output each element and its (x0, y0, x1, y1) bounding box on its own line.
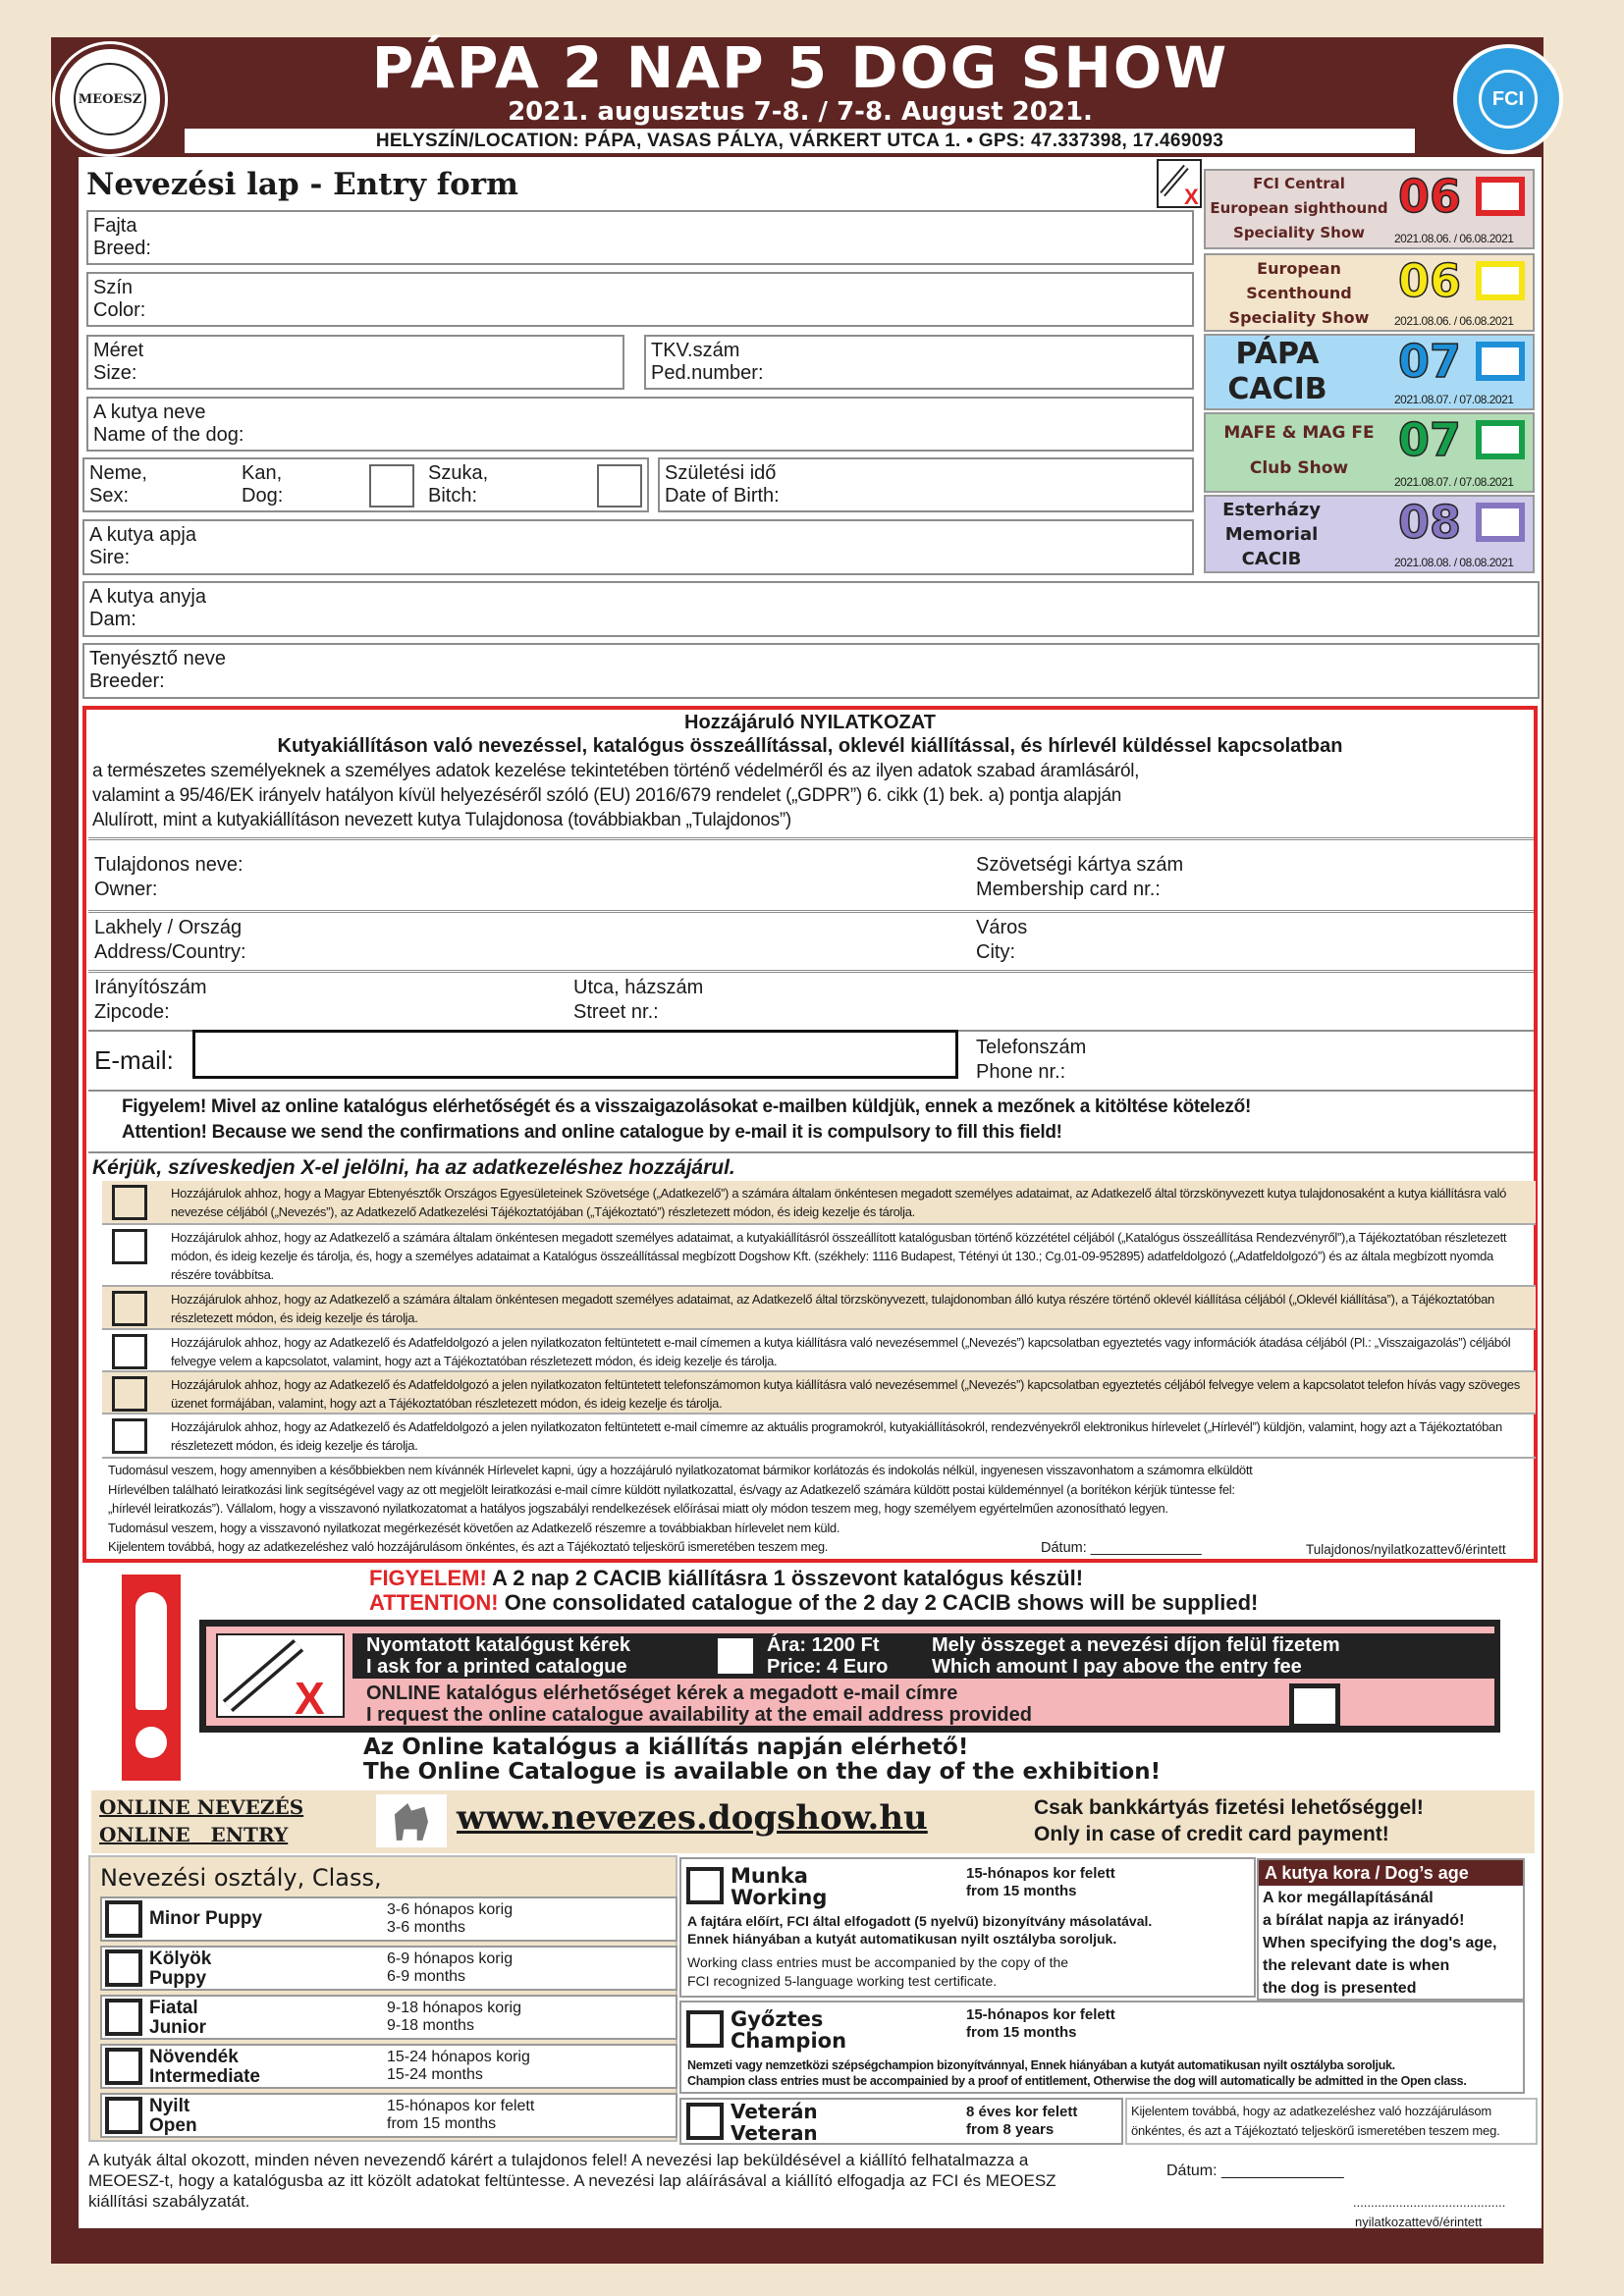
veteran-name-hu: Veterán (731, 2100, 818, 2123)
consent-row (102, 1372, 1536, 1415)
printed-catalogue-label (366, 1634, 630, 1678)
show-dates: 2021. augusztus 7-8. / 7-8. August 2021. (508, 97, 1093, 127)
liability-line: A kutyák által okozott, minden néven nevezendő kárért a tulajdonos felel! A nevezési lap beküldésével a kiállító felhatalmazza a (88, 2151, 1029, 2169)
class-checkbox[interactable] (105, 2097, 142, 2134)
show-name-line: Speciality Show (1228, 308, 1370, 327)
street-label-en: Street nr.: (573, 1001, 659, 1023)
size-field[interactable] (86, 335, 624, 390)
show-title: PÁPA 2 NAP 5 DOG SHOW (371, 34, 1229, 101)
dog-age-line: a bírálat napja az irányadó! (1263, 1912, 1465, 1929)
veteran-age-en: from 8 years (966, 2121, 1055, 2138)
dob-label-hu: Születési idő (665, 462, 777, 484)
champion-note-line: Nemzeti vagy nemzetközi szépségchampion bizonyítvánnyal, Ennek hiányában a kutyát automatikusan nyilt osztályba soroljuk. (687, 2058, 1395, 2072)
breed-field[interactable] (86, 210, 1194, 265)
price-hu: Ára: 1200 Ft (767, 1634, 880, 1656)
show-day-number: 07 (1398, 413, 1462, 466)
veteran-age (966, 2104, 1077, 2139)
show-checkbox[interactable] (1476, 342, 1525, 381)
champion-age (966, 2006, 1115, 2042)
show-name-line: CACIB (1227, 372, 1327, 406)
working-note-en (687, 1953, 1068, 1991)
consent-text: Hozzájárulok ahhoz, hogy az Adatkezelő a számára általam önkéntesen megadott személyes adataimat, az Adatkezelő által törzskönyvezett, tulajdonomban álló kutya részére történő oklevél kiállítása céljából („Oklevél kiállítása”), a Tájékoztatóban részletezett módon, és ideig kezelje és tárolja. (171, 1292, 1494, 1325)
sire-field[interactable] (82, 519, 1194, 575)
membership-label-en: Membership card nr.: (976, 879, 1161, 900)
show-name (1208, 256, 1390, 330)
city-field[interactable] (976, 916, 1027, 965)
pencil-icon (218, 1635, 343, 1716)
class-name (149, 1999, 206, 2038)
catalogue-pay-note (932, 1634, 1340, 1678)
class-age-line: from 15 months (387, 2115, 497, 2132)
dam-label-en: Dam: (89, 609, 136, 630)
dog-age-line: A kor megállapításánál (1263, 1890, 1434, 1906)
veteran-checkbox[interactable] (686, 2103, 724, 2140)
consent-text: Hozzájárulok ahhoz, hogy a Magyar Ebtenyésztők Országos Egyesületeinek Szövetsége („Adatkezelő”) a számára általam önkéntesen megadott személyes adataimat, az Adatkezelő által törzskönyvezett kutya tulajdonosaként a kutya kiállításra való nevezése céljából („Nevezés”), az Adatkezelő Adatkezelési Tájékoztatójában („Tájékoztató”) részletezett módon, és ideig kezelje és tárolja. (171, 1186, 1507, 1219)
class-title: Nevezési osztály, Class, (100, 1864, 382, 1892)
show-date: 2021.08.07. / 07.08.2021 (1394, 475, 1514, 489)
class-name-line: Puppy (149, 1968, 207, 1989)
color-label-hu: Szín (93, 277, 134, 298)
zip-label-hu: Irányítószám (94, 977, 207, 998)
dog-icon (376, 1794, 447, 1847)
gdpr-date-field[interactable]: Dátum: ______________ (1041, 1540, 1202, 1556)
printed-catalogue-row (352, 1633, 1494, 1679)
class-age (387, 2098, 534, 2133)
class-age-line: 9-18 hónapos korig (387, 2000, 521, 2016)
show-name-line: Club Show (1249, 458, 1349, 478)
show-date: 2021.08.07. / 07.08.2021 (1394, 393, 1514, 406)
name-label-hu: A kutya neve (93, 401, 206, 423)
consent-checkbox[interactable] (112, 1291, 147, 1326)
catalogue-price (767, 1634, 888, 1678)
consent-text: Hozzájárulok ahhoz, hogy az Adatkezelő és Adatfeldolgozó a jelen nyilatkozaton feltüntetett e-mail címemen a kutya kiállításra való nevezésemmel („Nevezés”) kapcsolatban egyeztetés vagy információk átadása céljából (Pl.: „Visszaigazolás”) céljából felvegye velem a kapcsolatot, valamint, hogy azt a Tájékoztatóban részletezett módon, és ideig kezelje és tárolja. (171, 1335, 1511, 1368)
show-card (1204, 169, 1535, 249)
show-name-line: FCI Central (1253, 175, 1345, 192)
liability-note (88, 2150, 1110, 2212)
pencil-x-icon (216, 1633, 345, 1718)
divider (88, 1151, 1534, 1153)
show-name-line: Speciality Show (1233, 224, 1365, 241)
dog-age-line: the relevant date is when (1263, 1957, 1450, 1974)
consent-row (102, 1225, 1536, 1287)
champion-name-en: Champion (731, 2029, 847, 2053)
email-warning-hu: Figyelem! Mivel az online katalógus elérhetőségét és a visszaigazolásokat e-mailben küldjük, ennek a mezőnek a kitöltése kötelező! (122, 1096, 1251, 1117)
size-label-en: Size: (93, 362, 137, 384)
show-day-number: 07 (1398, 335, 1462, 388)
gdpr-line: Alulírott, mint a kutyakiállításon nevezett kutya Tulajdonosa (továbbiakban „Tulajdonos”) (92, 810, 791, 830)
sex-label (89, 462, 147, 507)
show-checkbox[interactable] (1476, 420, 1525, 459)
class-age (387, 2049, 530, 2084)
gdpr-footer-line: Hírlevélben található leiratkozási link segítségével vagy az ott megjelölt leiratkozási e-mail címre küldött nyilatkozattal, és/vagy az Adatkezelő számára küldött postai küldeménnyel (a borítékon kérjük tüntesse fel: (108, 1481, 1235, 1497)
meoesz-logo-text: MEOESZ (78, 91, 142, 107)
consent-checkbox[interactable] (112, 1376, 147, 1412)
veteran-name (731, 2101, 818, 2144)
address-field[interactable] (94, 916, 246, 965)
class-row[interactable] (100, 2044, 677, 2089)
form-title: Nevezési lap - Entry form (86, 167, 518, 202)
online-available-note (363, 1735, 1161, 1785)
show-day-number: 08 (1398, 496, 1462, 549)
class-name-line: Intermediate (149, 2066, 260, 2087)
declaration-line: önkéntes, és azt a Tájékoztató teljeskörű ismeretében teszem meg. (1131, 2123, 1500, 2138)
working-name-hu: Munka (731, 1864, 808, 1888)
ped-label-en: Ped.number: (651, 362, 764, 384)
show-name-line: Scenthound (1246, 284, 1352, 302)
owner-label-hu: Tulajdonos neve: (94, 854, 244, 876)
ped-number-field[interactable] (644, 335, 1194, 390)
zipcode-field[interactable] (94, 976, 206, 1025)
show-name (1208, 498, 1335, 571)
liability-line: MEOESZ-t, hogy a katalógusba az itt közölt adatokat feltüntesse. A nevezési lap aláírásával a kiállító elfogadja az FCI és MEOESZ (88, 2171, 1056, 2190)
show-date: 2021.08.06. / 06.08.2021 (1394, 232, 1514, 245)
gdpr-footer-line: „hírlevél leiratkozás”). Vállalom, hogy a visszavonó nyilatkozatomat a hatályos jogszabályi rendelkezések előírásai miatt oly módon teszem meg, hogy személyem egyértelműen azonosítható legyen. (108, 1501, 1168, 1517)
attention-hu (369, 1567, 1083, 1590)
address-label-hu: Lakhely / Ország (94, 917, 243, 938)
gdpr-line: a természetes személyeknek a személyes adatok kezelése tekintetében történő védelméről és az ilyen adatok szabad áramlásáról, (92, 761, 1140, 781)
class-date-field[interactable]: Dátum: ______________ (1166, 2163, 1344, 2179)
gdpr-footer-line: Tudomásul veszem, hogy a visszavonó nyilatkozat megérkezését követően az Adatkezelő részemre a továbbiakban hírlevelet nem küld. (108, 1520, 840, 1535)
consent-checkbox[interactable] (112, 1334, 147, 1369)
svg-text:X: X (1184, 185, 1199, 206)
attention-en-text: One consolidated catalogue of the 2 day 2 CACIB shows will be supplied! (504, 1590, 1259, 1615)
gdpr-line: valamint a 95/46/EK irányelv hatályon kívül helyezéséről szóló (EU) 2016/679 rendelet („GDPR”) 6. cikk (1) bek. a) pontja alapján (92, 785, 1122, 806)
pencil-icon (1159, 161, 1200, 206)
gdpr-footer-line: Kijelentem továbbá, hogy az adatkezeléshez való hozzájárulásom önkéntes, és azt a Tájékoztató teljeskörű ismeretében teszem meg. (108, 1539, 829, 1555)
dob-label-en: Date of Birth: (665, 485, 780, 507)
online-catalogue-label (366, 1682, 1032, 1726)
owner-label-en: Owner: (94, 879, 158, 900)
class-checkbox[interactable] (105, 2048, 142, 2085)
show-day-number: 06 (1398, 254, 1462, 307)
dog-age-box (1257, 1858, 1525, 2001)
color-field[interactable] (86, 272, 1194, 327)
show-name-line: Esterházy (1222, 500, 1321, 520)
working-note-hu (687, 1912, 1152, 1948)
payment-hu: Csak bankkártyás fizetési lehetőséggel! (1034, 1796, 1424, 1819)
payment-en: Only in case of credit card payment! (1034, 1823, 1389, 1845)
divider (88, 1090, 1534, 1092)
class-age-line: 15-hónapos kor felett (387, 2098, 535, 2114)
liability-line: kiállítási szabályzatát. (88, 2192, 250, 2211)
city-label-hu: Város (976, 917, 1028, 938)
show-checkbox[interactable] (1476, 503, 1525, 542)
class-declaration (1125, 2098, 1538, 2145)
consent-checkbox[interactable] (112, 1185, 147, 1220)
color-label-en: Color: (93, 299, 146, 321)
email-warning-en: Attention! Because we send the confirmations and online catalogue by e-mail it is compulsory to fill this field! (122, 1122, 1062, 1143)
consent-instruction: Kérjük, szíveskedjen X-el jelölni, ha az adatkezeléshez hozzájárul. (92, 1156, 735, 1179)
sex-label-hu: Neme, (89, 462, 147, 484)
class-age (387, 1901, 513, 1937)
bitch-label-en: Bitch: (428, 485, 478, 507)
fci-logo (1453, 44, 1563, 154)
class-row[interactable] (100, 2093, 677, 2138)
bitch-checkbox[interactable] (597, 464, 642, 507)
class-name-line: Növendék (149, 2047, 239, 2067)
dam-field[interactable] (82, 581, 1540, 637)
champion-note (687, 2057, 1467, 2089)
working-age (966, 1865, 1115, 1900)
dog-age-title: A kutya kora / Dog’s age (1259, 1860, 1523, 1886)
show-card (1204, 412, 1535, 493)
class-row[interactable] (100, 1946, 677, 1991)
show-checkbox[interactable] (1476, 177, 1525, 216)
class-age-line: 3-6 months (387, 1919, 466, 1936)
class-name-line: Fiatal (149, 1998, 198, 2018)
consent-checkbox[interactable] (112, 1229, 147, 1264)
class-name (149, 1909, 262, 1929)
consent-checkbox[interactable] (112, 1418, 147, 1454)
working-note-line: A fajtára előírt, FCI által elfogadott (5 nyelvű) bizonyítvány másolatával. (687, 1913, 1153, 1929)
size-label-hu: Méret (93, 340, 144, 361)
class-name-line: Nyilt (149, 2096, 190, 2116)
phone-label-en: Phone nr.: (976, 1061, 1066, 1083)
show-date: 2021.08.06. / 06.08.2021 (1394, 314, 1514, 328)
class-age (387, 1950, 513, 1986)
show-name (1208, 172, 1390, 245)
class-checkbox[interactable] (105, 1949, 142, 1987)
class-age-line: 9-18 months (387, 2017, 474, 2034)
class-age-line: 6-9 months (387, 1968, 466, 1985)
show-name-line: Memorial (1224, 524, 1319, 545)
class-age (387, 2000, 521, 2035)
veteran-name-en: Veteran (731, 2121, 818, 2145)
gdpr-subtitle: Kutyakiállításon való nevezéssel, katalógus összeállítással, oklevél kiállítással, és hírlevél küldéssel kapcsolatban (277, 735, 1343, 757)
sire-label-hu: A kutya apja (89, 524, 196, 546)
zip-label-en: Zipcode: (94, 1001, 170, 1023)
show-date: 2021.08.08. / 08.08.2021 (1394, 556, 1514, 569)
working-age-hu: 15-hónapos kor felett (966, 1865, 1115, 1882)
class-name-line: Junior (149, 2017, 207, 2038)
show-checkbox[interactable] (1476, 261, 1525, 300)
show-name-line: European sighthound (1210, 199, 1388, 217)
membership-field[interactable] (976, 853, 1183, 902)
attention-en (369, 1591, 1258, 1615)
city-label-en: City: (976, 941, 1015, 963)
available-en: The Online Catalogue is available on the day of the exhibition! (363, 1759, 1162, 1785)
dog-age-text (1259, 1886, 1523, 2001)
gdpr-signature-label: Tulajdonos/nyilatkozattevő/érintett (1306, 1542, 1506, 1557)
exclamation-icon (122, 1575, 181, 1781)
class-name-line: Open (149, 2115, 197, 2136)
show-name-line: CACIB (1241, 549, 1302, 569)
champion-name (731, 2008, 846, 2052)
meoesz-emblem-icon (74, 63, 146, 135)
show-day-number: 06 (1398, 170, 1462, 223)
dog-label-hu: Kan, (242, 462, 283, 484)
class-signature-label: nyilatkozattevő/érintett (1355, 2215, 1483, 2229)
sire-label-en: Sire: (89, 547, 131, 568)
dog-checkbox[interactable] (369, 464, 414, 507)
divider (88, 837, 1534, 840)
class-name-line: Kölyök (149, 1949, 212, 1969)
consent-text: Hozzájárulok ahhoz, hogy az Adatkezelő és Adatfeldolgozó a jelen nyilatkozaton feltüntetett e-mail címemre az aktuális programokról, kutyakiállításokról, rendezvényekről elektronikus hírlevelet („Hírlevél”) küldjön, valamint, hogy azt a Tájékoztatóban részletezett módon, és ideig kezelje és tárolja. (171, 1419, 1502, 1453)
pay-hu: Mely összeget a nevezési díjon felül fizetem (932, 1634, 1340, 1656)
champion-age-en: from 15 months (966, 2024, 1077, 2041)
working-note-line: Ennek hiányában a kutyát automatikusan nyilt osztályba soroljuk. (687, 1931, 1117, 1947)
address-label-en: Address/Country: (94, 941, 246, 963)
name-label-en: Name of the dog: (93, 424, 244, 446)
bitch-label-hu: Szuka, (428, 462, 489, 484)
gdpr-title: Hozzájáruló NYILATKOZAT (684, 712, 936, 733)
online-entry-link[interactable]: www.nevezes.dogshow.hu (457, 1798, 928, 1838)
online-en: I request the online catalogue availability at the email address provided (366, 1704, 1032, 1726)
svg-text:X: X (295, 1673, 325, 1716)
breeder-label-hu: Tenyésztő neve (89, 648, 226, 669)
online-entry-en: ONLINE ENTRY (99, 1823, 289, 1846)
working-name-en: Working (731, 1886, 828, 1909)
class-name (149, 2097, 197, 2136)
breed-label-hu: Fajta (93, 215, 137, 237)
printed-catalogue-checkbox[interactable] (718, 1638, 753, 1674)
gdpr-footer-line: Tudomásul veszem, hogy amennyiben a későbbiekben nem kívánnék Hírlevelet kapni, úgy a hozzájáruló nyilatkozatomat bármikor korlátozás és indokolás nélkül, ingyenesen visszavonhatom a számomra elküldött (108, 1463, 1253, 1477)
show-card (1204, 253, 1535, 332)
fci-globe-icon (1479, 70, 1538, 129)
veteran-age-hu: 8 éves kor felett (966, 2104, 1078, 2120)
class-champion[interactable] (679, 2001, 1525, 2094)
dam-label-hu: A kutya anyja (89, 586, 206, 608)
sex-label-en: Sex: (89, 485, 130, 507)
dog-age-line: When specifying the dog's age, (1263, 1935, 1497, 1951)
online-hu: ONLINE katalógus elérhetőséget kérek a megadott e-mail címre (366, 1682, 958, 1704)
working-age-en: from 15 months (966, 1883, 1077, 1899)
class-working[interactable] (679, 1857, 1256, 1998)
champion-age-hu: 15-hónapos kor felett (966, 2006, 1115, 2023)
class-checkbox[interactable] (105, 1900, 142, 1938)
working-note-line: FCI recognized 5-language working test certificate. (687, 1973, 998, 1989)
payment-note (1034, 1794, 1424, 1847)
printed-en: I ask for a printed catalogue (366, 1656, 627, 1678)
meoesz-logo (55, 44, 165, 154)
class-signature-dots: ........................................... (1353, 2195, 1506, 2210)
class-name (149, 1949, 211, 1989)
show-name (1208, 415, 1390, 486)
class-veteran[interactable] (679, 2098, 1123, 2145)
bitch-label (428, 462, 488, 507)
declaration-line: Kijelentem továbbá, hogy az adatkezeléshez való hozzájárulásom (1131, 2104, 1491, 2118)
divider (88, 970, 1534, 973)
consent-row (102, 1415, 1536, 1459)
class-checkbox[interactable] (105, 1999, 142, 2036)
sex-field (82, 457, 649, 512)
breeder-label-en: Breeder: (89, 670, 165, 692)
attention-en-label: ATTENTION! (369, 1590, 499, 1615)
class-row[interactable] (100, 1896, 677, 1942)
owner-field[interactable] (94, 853, 244, 902)
show-name (1214, 337, 1341, 407)
consent-row (102, 1330, 1536, 1372)
email-label: E-mail: (94, 1045, 174, 1075)
attention-hu-label: FIGYELEM! (369, 1566, 487, 1590)
working-note-line: Working class entries must be accompanied by the copy of the (687, 1954, 1069, 1970)
street-label-hu: Utca, házszám (573, 977, 704, 998)
fci-logo-text: FCI (1491, 87, 1525, 110)
show-card (1204, 495, 1535, 573)
breeder-field[interactable] (82, 643, 1540, 699)
attention-hu-text: A 2 nap 2 CACIB kiállításra 1 összevont katalógus készül! (492, 1566, 1084, 1590)
online-catalogue-checkbox[interactable] (1289, 1683, 1340, 1729)
consent-row (102, 1181, 1536, 1225)
dog-label-en: Dog: (242, 485, 284, 507)
working-name (731, 1865, 827, 1908)
class-age-line: 3-6 hónapos korig (387, 1901, 514, 1918)
divider (88, 910, 1534, 913)
dog-name-field[interactable] (86, 397, 1194, 452)
membership-label-hu: Szövetségi kártya szám (976, 854, 1184, 876)
champion-note-line: Champion class entries must be accompainied by a proof of entitlement, Otherwise the dog will automatically be admitted in the Open class. (687, 2074, 1467, 2088)
phone-field[interactable] (976, 1036, 1086, 1085)
show-card (1204, 334, 1535, 410)
show-name-line: European (1257, 259, 1341, 278)
dog-age-line: the dog is presented (1263, 1980, 1417, 1997)
breed-label-en: Breed: (93, 238, 151, 259)
printed-hu: Nyomtatott katalógust kérek (366, 1634, 630, 1656)
class-age-line: 15-24 hónapos korig (387, 2049, 530, 2065)
pay-en: Which amount I pay above the entry fee (932, 1656, 1302, 1678)
show-name-line: PÁPA (1235, 337, 1320, 371)
phone-label-hu: Telefonszám (976, 1037, 1087, 1058)
show-name-line: MAFE & MAG FE (1223, 423, 1375, 443)
class-name (149, 2048, 260, 2087)
price-en: Price: 4 Euro (767, 1656, 889, 1678)
class-row[interactable] (100, 1995, 677, 2040)
location-bar: HELYSZÍN/LOCATION: PÁPA, VASAS PÁLYA, VÁRKERT UTCA 1. • GPS: 47.337398, 17.469093 (185, 129, 1415, 153)
email-input[interactable] (192, 1030, 958, 1079)
champion-checkbox[interactable] (686, 2010, 724, 2048)
street-field[interactable] (573, 976, 703, 1025)
online-entry-label (99, 1793, 303, 1848)
consent-text: Hozzájárulok ahhoz, hogy az Adatkezelő a számára általam önkéntesen megadott személyes adataimat, a kutyakiállításról összeállított katalógusban történő közzététel céljából („Katalógus összeállítása Rendezvényről”),a Tájékoztatóban részletezett módon, és ideig kezelje és tárolja, és, hogy a személyes adataimat a Katalógus összeállítással megbízott Dogshow Kft. (székhely: 1116 Budapest, Tétényi út 130.; Cg.01-09-952895) adatfeldolgozó („Adatfeldolgozó”) és az általa megbízott nyomda részére továbbítsa. (171, 1230, 1507, 1282)
online-entry-bar (91, 1790, 1535, 1853)
pencil-x-icon (1157, 159, 1202, 208)
date-of-birth-field[interactable] (658, 457, 1194, 512)
champion-name-hu: Győztes (731, 2007, 824, 2031)
class-name-line: Minor Puppy (149, 1908, 263, 1929)
class-age-line: 6-9 hónapos korig (387, 1950, 514, 1967)
online-entry-hu: ONLINE NEVEZÉS (99, 1795, 304, 1819)
ped-label-hu: TKV.szám (651, 340, 740, 361)
working-checkbox[interactable] (686, 1867, 724, 1904)
consent-text: Hozzájárulok ahhoz, hogy az Adatkezelő és Adatfeldolgozó a jelen nyilatkozaton feltüntetett telefonszámomon kutya kiállításra való nevezésemmel („Nevezés”) kapcsolatban egyeztetés céljából felvegye velem a kapcsolatot telefon hívás vagy szöveges üzenet formájában, valamint, hogy azt a Tájékoztatóban részletezett módon, és ideig kezelje és tárolja. (171, 1377, 1520, 1411)
consent-row (102, 1287, 1536, 1330)
dog-label (242, 462, 283, 507)
available-hu: Az Online katalógus a kiállítás napján elérhető! (363, 1735, 969, 1760)
class-age-line: 15-24 months (387, 2066, 483, 2083)
